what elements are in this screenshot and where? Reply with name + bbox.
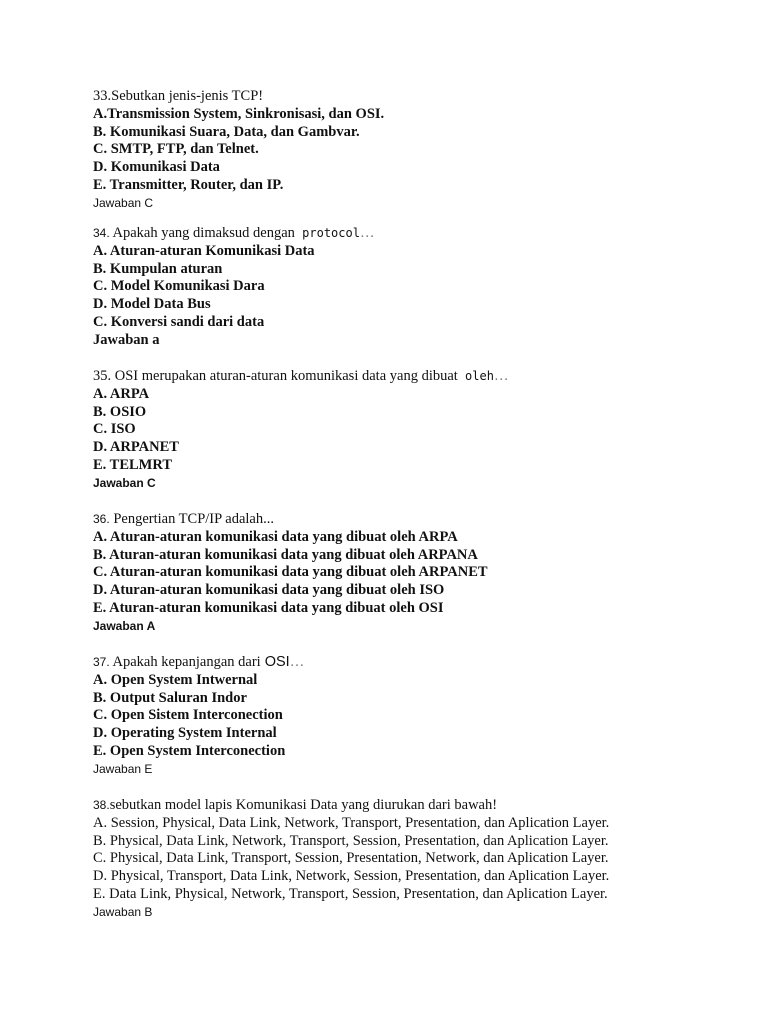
question-35 [93, 368, 713, 491]
option: B. Kumpulan aturan [93, 260, 223, 277]
question-number: 34. [93, 226, 110, 240]
ellipsis: … [493, 368, 509, 384]
question-body: 35. OSI merupakan aturan-aturan komunikasi data yang dibuat [93, 368, 458, 384]
question-tail: protocol [294, 226, 360, 240]
option: C. SMTP, FTP, dan Telnet. [93, 141, 259, 158]
option: E. Aturan-aturan komunikasi data yang dibuat oleh OSI [93, 599, 444, 616]
question-body: Apakah yang dimaksud dengan [109, 225, 295, 241]
answer-37: Jawaban E [93, 761, 153, 776]
option: E. Transmitter, Router, dan IP. [93, 176, 284, 193]
option: C. Open Sistem Interconection [93, 707, 283, 724]
option: E. TELMRT [93, 456, 172, 473]
option: D. Physical, Transport, Data Link, Network, Session, Presentation, dan Aplication Layer. [93, 868, 610, 885]
question-35-text [93, 368, 713, 386]
question-38 [93, 797, 713, 920]
answer-33: Jawaban C [93, 195, 154, 210]
option: D. Model Data Bus [93, 296, 211, 313]
question-body: Pengertian TCP/IP adalah... [109, 511, 274, 527]
option: D. ARPANET [93, 439, 179, 456]
ellipsis: … [289, 654, 305, 670]
option: B. Output Saluran Indor [93, 689, 247, 706]
option: B. Komunikasi Suara, Data, dan Gambvar. [93, 123, 360, 140]
answer-34: Jawaban a [93, 331, 160, 348]
option: B. Physical, Data Link, Network, Transport, Session, Presentation, dan Aplication Layer. [93, 832, 609, 849]
answer-35: Jawaban C [93, 475, 156, 490]
question-body: Apakah kepanjangan dari [109, 654, 261, 670]
question-34-text [93, 225, 713, 243]
option: D. Aturan-aturan komunikasi data yang dibuat oleh ISO [93, 582, 445, 599]
answer-36: Jawaban A [93, 618, 156, 633]
question-36 [93, 511, 713, 634]
question-number: 38. [93, 798, 110, 812]
option: C. Konversi sandi dari data [93, 313, 265, 330]
ellipsis: … [359, 225, 375, 241]
question-37-text [93, 654, 713, 672]
option: A. ARPA [93, 385, 150, 402]
option: E. Open System Interconection [93, 742, 286, 759]
question-36-text [93, 511, 713, 529]
option: C. Physical, Data Link, Transport, Session, Presentation, Network, dan Aplication Layer. [93, 850, 609, 867]
option: C. ISO [93, 421, 136, 438]
option: A. Open System Intwernal [93, 671, 258, 688]
option: D. Komunikasi Data [93, 159, 220, 176]
option: C. Model Komunikasi Dara [93, 278, 265, 295]
question-33-text: 33.Sebutkan jenis-jenis TCP! [93, 88, 264, 104]
question-number: 37. [93, 655, 110, 669]
option: B. Aturan-aturan komunikasi data yang dibuat oleh ARPANA [93, 546, 478, 563]
option: E. Data Link, Physical, Network, Transport, Session, Presentation, dan Aplication Layer. [93, 885, 608, 902]
question-body: sebutkan model lapis Komunikasi Data yang diurukan dari bawah! [109, 797, 498, 813]
option: B. OSIO [93, 403, 147, 420]
question-33 [93, 88, 713, 211]
option: D. Operating System Internal [93, 725, 277, 742]
option: A. Aturan-aturan Komunikasi Data [93, 242, 315, 259]
question-number: 36. [93, 512, 110, 526]
option: A. Aturan-aturan komunikasi data yang dibuat oleh ARPA [93, 528, 458, 545]
question-tail: OSI [260, 654, 290, 670]
question-37 [93, 654, 713, 777]
question-tail: oleh [457, 369, 494, 383]
question-34 [93, 225, 713, 350]
question-38-text [93, 797, 713, 815]
option: A.Transmission System, Sinkronisasi, dan OSI. [93, 105, 385, 122]
option: C. Aturan-aturan komunikasi data yang dibuat oleh ARPANET [93, 564, 488, 581]
answer-38: Jawaban B [93, 904, 153, 919]
option: A. Session, Physical, Data Link, Network, Transport, Presentation, dan Aplication Layer. [93, 814, 610, 831]
